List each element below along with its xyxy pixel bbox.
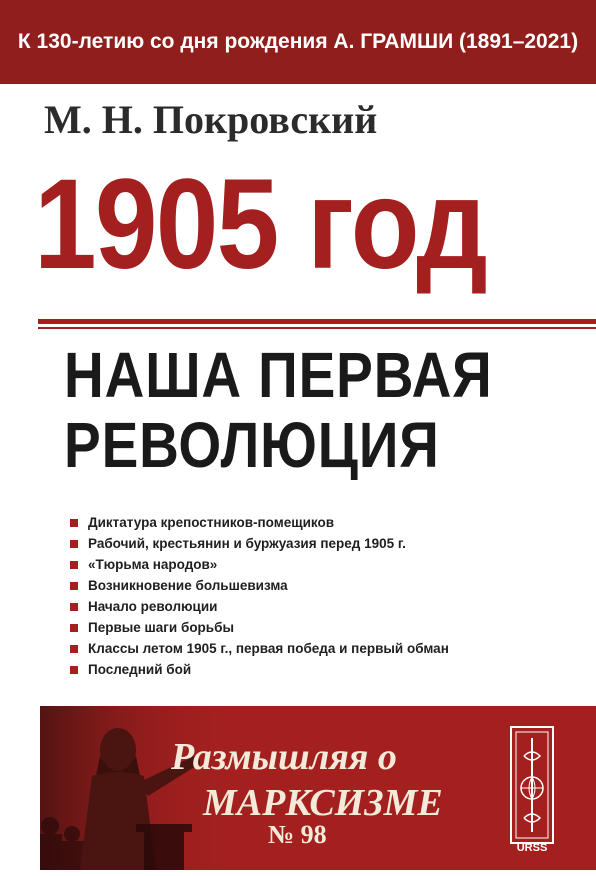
divider-thick <box>38 319 596 324</box>
top-banner <box>0 0 596 84</box>
bullet-square-icon <box>70 561 78 569</box>
contents-list <box>70 512 449 680</box>
bullet-square-icon <box>70 603 78 611</box>
publisher-label: URSS <box>516 842 548 854</box>
bullet-square-icon <box>70 624 78 632</box>
author-name: М. Н. Покровский <box>44 97 378 142</box>
list-item: Начало революции <box>70 596 449 617</box>
list-item: Последний бой <box>70 659 449 680</box>
bullet-square-icon <box>70 645 78 653</box>
divider-thin <box>38 327 596 329</box>
bullet-square-icon <box>70 666 78 674</box>
subtitle-line-2: РЕВОЛЮЦИЯ <box>64 409 440 481</box>
series-panel <box>40 706 596 870</box>
list-item: Диктатура крепостников-помещиков <box>70 512 449 533</box>
book-title: 1905 год <box>34 153 487 296</box>
series-title-line-2: МАРКСИЗМЕ <box>203 782 443 824</box>
list-item: «Тюрьма народов» <box>70 554 449 575</box>
bullet-square-icon <box>70 582 78 590</box>
bullet-square-icon <box>70 540 78 548</box>
anniversary-text: К 130-летию со дня рождения А. ГРАМШИ (1891–2021) <box>17 30 579 53</box>
list-item: Рабочий, крестьянин и буржуазия перед 1905 г. <box>70 533 449 554</box>
series-title-line-1: Размышляя о <box>171 736 397 778</box>
series-title <box>171 734 443 826</box>
list-item: Классы летом 1905 г., первая победа и первый обман <box>70 638 449 659</box>
book-subtitle <box>64 340 494 480</box>
list-item: Возникновение большевизма <box>70 575 449 596</box>
bullet-square-icon <box>70 519 78 527</box>
publisher-logo-icon <box>510 726 554 844</box>
series-number: № 98 <box>268 820 327 849</box>
subtitle-line-1: НАША ПЕРВАЯ <box>64 339 493 411</box>
list-item: Первые шаги борьбы <box>70 617 449 638</box>
